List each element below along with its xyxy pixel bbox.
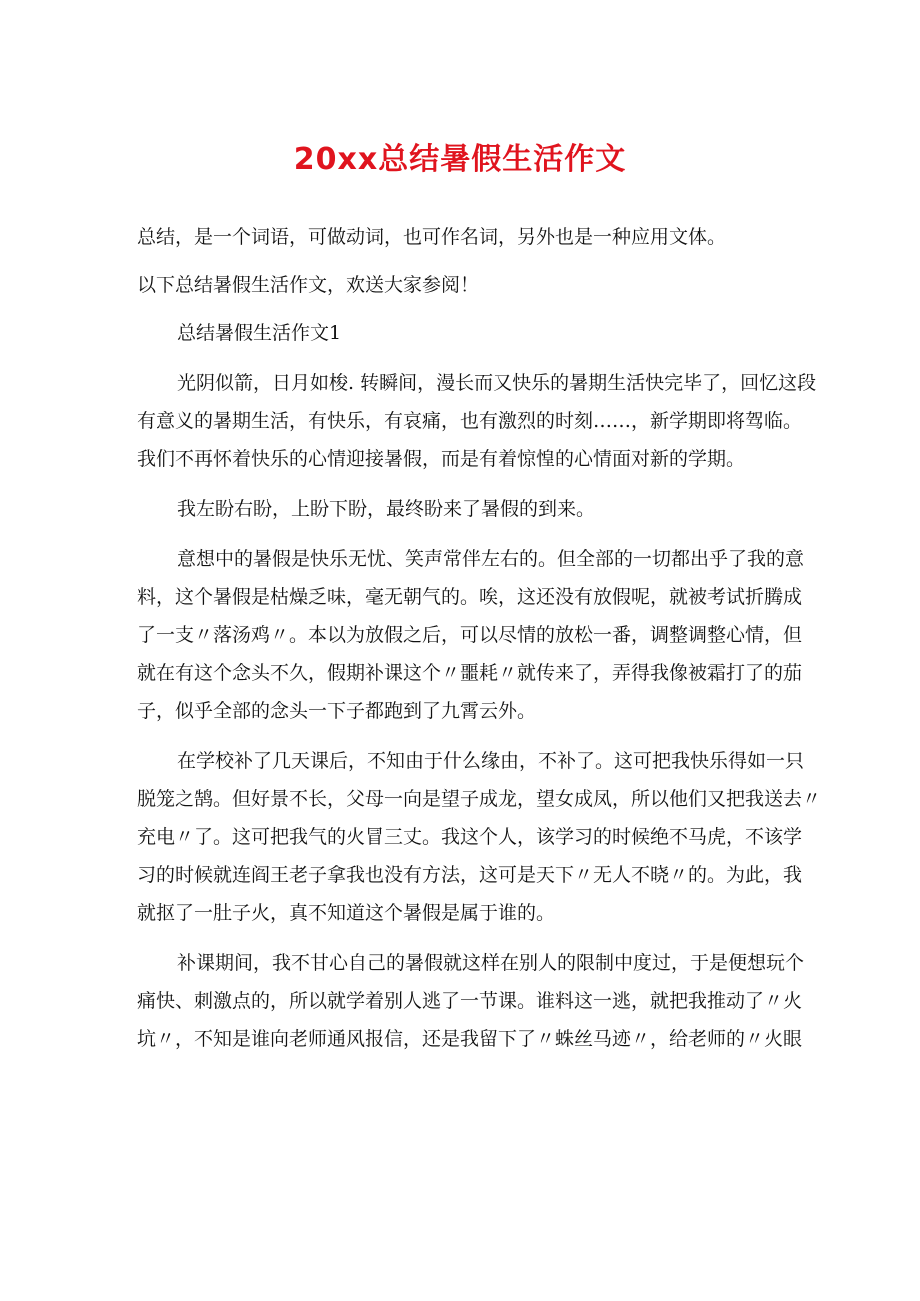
- paragraph-line: 就抠了一肚子火，真不知道这个暑假是属于谁的。: [137, 902, 556, 924]
- intro-line: 以下总结暑假生活作文，欢送大家参阅！: [137, 274, 480, 296]
- intro-line: 总结，是一个词语，可做动词，也可作名词，另外也是一种应用文体。: [137, 226, 727, 248]
- paragraph-line: 在学校补了几天课后，不知由于什么缘由，不补了。这可把我快乐得如一只: [177, 750, 805, 772]
- paragraph-line: 痛快、刺激点的，所以就学着别人逃了一节课。谁料这一逃，就把我推动了〃火: [137, 990, 803, 1012]
- paragraph: [137, 364, 817, 478]
- paragraph-line: 我们不再怀着快乐的心情迎接暑假，而是有着惊惶的心情面对新的学期。: [137, 448, 746, 470]
- paragraph-line: 就在有这个念头不久，假期补课这个〃噩耗〃就传来了，弄得我像被霜打了的茄: [137, 662, 803, 684]
- paragraph-line: 充电〃了。这可把我气的火冒三丈。我这个人，该学习的时候绝不马虎，不该学: [137, 826, 803, 848]
- paragraph: [137, 490, 787, 528]
- paragraph-line: 习的时候就连阎王老子拿我也没有方法，这可是天下〃无人不晓〃的。为此，我: [137, 864, 803, 886]
- document-body: [137, 218, 822, 1058]
- paragraph-line: 了一支〃落汤鸡〃。本以为放假之后，可以尽情的放松一番，调整调整心情，但: [137, 624, 803, 646]
- paragraph-line: 意想中的暑假是快乐无忧、笑声常伴左右的。但全部的一切都出乎了我的意: [177, 548, 805, 570]
- paragraph-line: 坑〃，不知是谁向老师通风报信，还是我留下了〃蛛丝马迹〃，给老师的〃火眼: [137, 1028, 803, 1050]
- section-heading: 总结暑假生活作文1: [177, 322, 342, 344]
- paragraph: [137, 540, 805, 730]
- paragraph-line: 脱笼之鹄。但好景不长，父母一向是望子成龙，望女成凤，所以他们又把我送去〃: [137, 788, 822, 810]
- paragraph-line: 有意义的暑期生活，有快乐，有哀痛，也有激烈的时刻……，新学期即将驾临。: [137, 410, 803, 432]
- paragraph-line: 光阴似箭，日月如梭. 转瞬间，漫长而又快乐的暑期生活快完毕了，回忆这段: [177, 372, 817, 394]
- paragraph-line: 子，似乎全部的念头一下子都跑到了九霄云外。: [137, 700, 537, 722]
- paragraph: [137, 742, 822, 932]
- paragraph-line: 料，这个暑假是枯燥乏味，毫无朝气的。唉，这还没有放假呢，就被考试折腾成: [137, 586, 803, 608]
- paragraph-line: 补课期间，我不甘心自己的暑假就这样在别人的限制中度过，于是便想玩个: [177, 952, 805, 974]
- paragraph-line: 我左盼右盼，上盼下盼，最终盼来了暑假的到来。: [177, 498, 596, 520]
- paragraph: [137, 944, 805, 1058]
- document-title: 20xx总结暑假生活作文: [293, 142, 627, 177]
